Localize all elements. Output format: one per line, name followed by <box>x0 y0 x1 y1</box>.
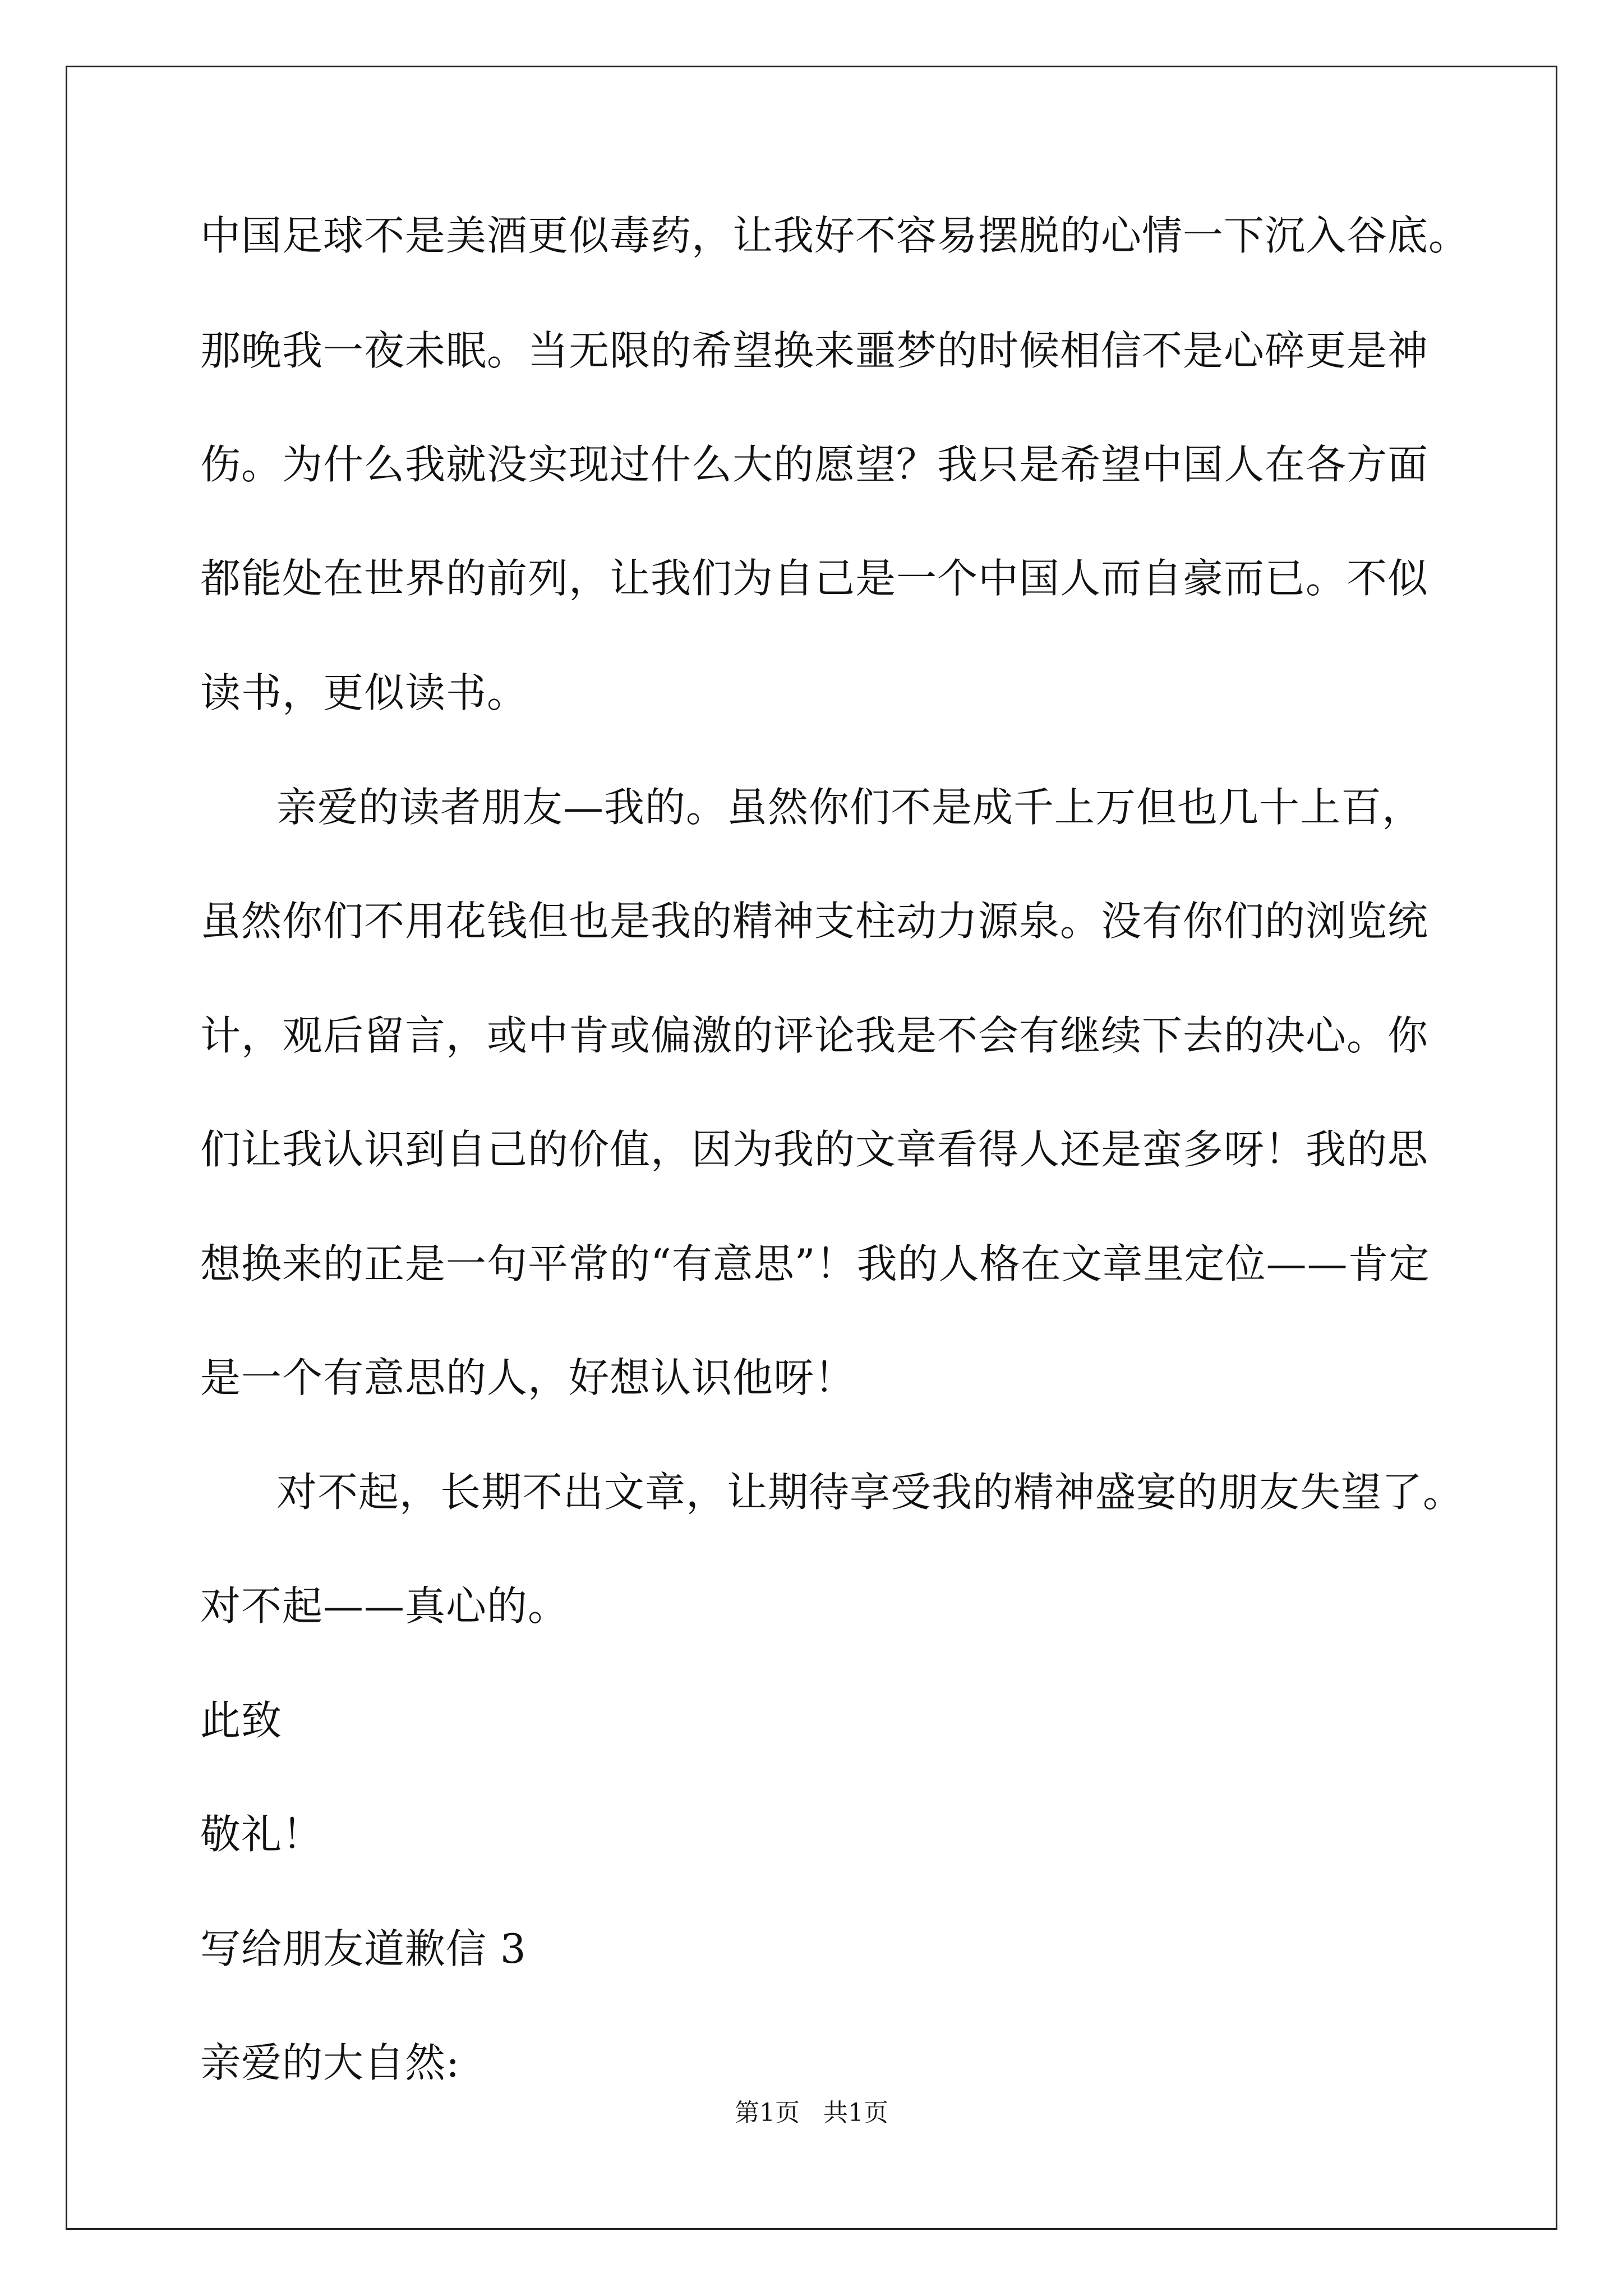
body-line-9: 们让我认识到自己的价值，因为我的文章看得人还是蛮多呀！我的思 <box>200 1126 1429 1173</box>
body-line-5: 读书，更似读书。 <box>200 669 528 716</box>
body-line-11: 是一个有意思的人，好想认识他呀！ <box>200 1354 856 1401</box>
body-line-8: 计，观后留言，或中肯或偏激的评论我是不会有继续下去的决心。你 <box>200 1012 1429 1059</box>
letter-greeting: 亲爱的大自然: <box>200 2039 460 2086</box>
closing-regards: 敬礼！ <box>200 1811 324 1858</box>
body-line-2: 那晚我一夜未眠。当无限的希望换来噩梦的时候相信不是心碎更是神 <box>200 327 1429 374</box>
body-line-3: 伤。为什么我就没实现过什么大的愿望？我只是希望中国人在各方面 <box>200 441 1429 488</box>
body-line-7: 虽然你们不用花钱但也是我的精神支柱动力源泉。没有你们的浏览统 <box>200 898 1429 945</box>
paragraph-start-line: 亲爱的读者朋友—我的。虽然你们不是成千上万但也几十上百， <box>276 784 1423 831</box>
closing-salutation: 此致 <box>200 1697 283 1744</box>
page-footer: 第1页 共1页 <box>735 2099 888 2127</box>
paragraph-start-line: 对不起，长期不出文章，让期待享受我的精神盛宴的朋友失望了。 <box>276 1469 1464 1516</box>
section-heading: 写给朋友道歉信 3 <box>200 1925 527 1972</box>
body-line-4: 都能处在世界的前列，让我们为自己是一个中国人而自豪而已。不似 <box>200 555 1429 602</box>
body-line-13: 对不起——真心的。 <box>200 1582 569 1630</box>
body-line-1: 中国足球不是美酒更似毒药，让我好不容易摆脱的心情一下沉入谷底。 <box>200 212 1470 259</box>
body-line-10: 想换来的正是一句平常的“有意思”！我的人格在文章里定位——肯定 <box>200 1240 1430 1287</box>
